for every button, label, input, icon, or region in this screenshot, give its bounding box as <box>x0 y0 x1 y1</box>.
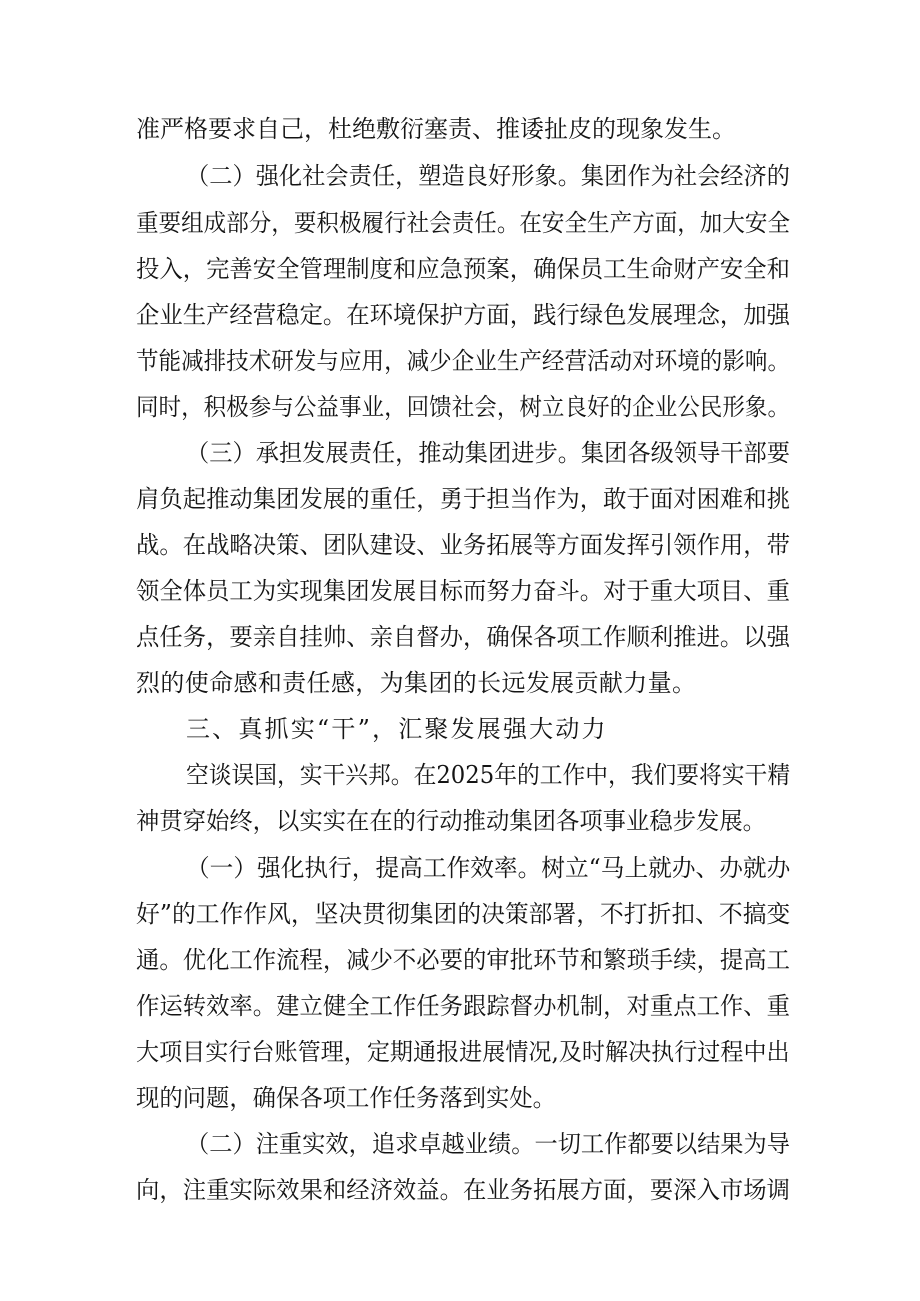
text-line: 向，注重实际效果和经济效益。在业务拓展方面，要深入市场调 <box>136 1176 790 1204</box>
paragraph-heading-line: （三）承担发展责任，推动集团进步。集团各级领导干部要 <box>186 439 790 467</box>
text-line: 重要组成部分，要积极履行社会责任。在安全生产方面，加大安全 <box>136 209 790 237</box>
section-heading: 三、真抓实“干”，汇聚发展强大动力 <box>186 715 608 743</box>
text-line: 点任务，要亲自挂帅、亲自督办，确保各项工作顺利推进。以强 <box>136 623 790 651</box>
text-line: 空谈误国，实干兴邦。在2025年的工作中，我们要将实干精 <box>186 761 791 789</box>
text-line: 战。在战略决策、团队建设、业务拓展等方面发挥引领作用，带 <box>136 531 790 559</box>
text-line: 企业生产经营稳定。在环境保护方面，践行绿色发展理念，加强 <box>136 301 790 329</box>
text-line: 同时，积极参与公益事业，回馈社会，树立良好的企业公民形象。 <box>136 393 790 421</box>
text-line: 神贯穿始终，以实实在在的行动推动集团各项事业稳步发展。 <box>136 807 766 835</box>
text-line: 现的问题，确保各项工作任务落到实处。 <box>136 1084 556 1112</box>
text-line: 烈的使命感和责任感，为集团的长远发展贡献力量。 <box>136 669 697 697</box>
paragraph-heading-line: （二）强化社会责任，塑造良好形象。集团作为社会经济的 <box>186 162 790 190</box>
text-line: 通。优化工作流程，减少不必要的审批环节和繁琐手续，提高工 <box>136 946 790 974</box>
paragraph-heading-line: （一）强化执行，提高工作效率。树立“马上就办、办就办 <box>186 854 791 882</box>
text-line: 领全体员工为实现集团发展目标而努力奋斗。对于重大项目、重 <box>136 577 790 605</box>
text-line: 好”的工作作风，坚决贯彻集团的决策部署，不打折扣、不搞变 <box>136 900 791 928</box>
text-line: 节能减排技术研发与应用，减少企业生产经营活动对环境的影响。 <box>136 347 790 375</box>
text-line: 准严格要求自己，杜绝敷衍塞责、推诿扯皮的现象发生。 <box>136 115 736 143</box>
text-line: 肩负起推动集团发展的重任，勇于担当作为，敢于面对困难和挑 <box>136 485 790 513</box>
text-line: 大项目实行台账管理，定期通报进展情况,及时解决执行过程中出 <box>136 1038 790 1066</box>
text-line: 作运转效率。建立健全工作任务跟踪督办机制，对重点工作、重 <box>136 992 790 1020</box>
paragraph-heading-line: （二）注重实效，追求卓越业绩。一切工作都要以结果为导 <box>186 1130 790 1158</box>
text-line: 投入，完善安全管理制度和应急预案，确保员工生命财产安全和 <box>136 255 790 283</box>
